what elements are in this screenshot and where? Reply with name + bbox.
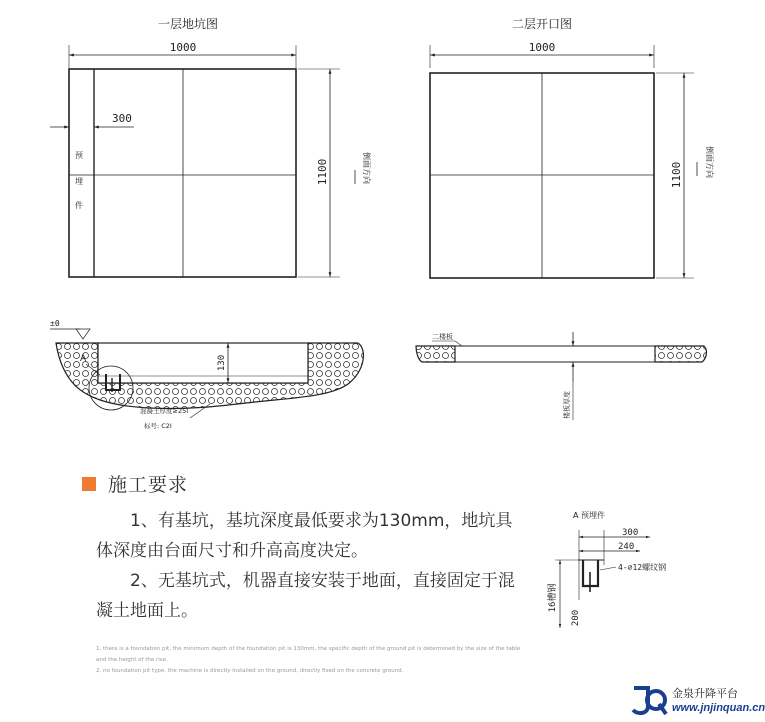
concrete-thickness-note: 混凝土厚度≥25I <box>140 407 189 415</box>
plan-first-title: 一层地坑图 <box>157 17 219 31</box>
section-header <box>82 470 188 497</box>
plan-first-height-dim: 1100 <box>316 158 329 186</box>
bolt-note: 4-⌀12螺纹钢 <box>618 563 667 572</box>
embedded-label-2: 埋 <box>75 177 83 186</box>
logo-name: 金泉升降平台 <box>672 687 738 700</box>
logo-url: www.jnjinquan.cn <box>672 702 765 714</box>
section-floor-opening <box>416 332 706 420</box>
channel-note: 16槽钢 <box>548 583 558 613</box>
plan-second-floor <box>430 17 715 278</box>
section-pit <box>50 319 363 430</box>
english-note-2: 2, no foundation pit type, the machine is directly installed on the ground, directly fixed on the concrete ground. <box>96 668 404 674</box>
english-notes <box>96 644 526 677</box>
section-accent-square <box>82 477 96 491</box>
section-title: 施工要求 <box>108 474 189 496</box>
detail-dim-200: 200 <box>571 609 581 627</box>
pit-depth-dim: 130 <box>217 354 227 372</box>
requirement-2: 2、无基坑式，机器直接安装于地面，直接固定于混凝土地面上。 <box>96 571 515 621</box>
detail-a-title: A 预埋件 <box>573 511 606 520</box>
floor-thickness-label: 楼板厚度 <box>563 391 571 419</box>
plan-first-width-dim: 1000 <box>169 41 197 54</box>
plan-first-side-note: 倒面方向 <box>362 152 371 184</box>
embedded-label-3: 件 <box>75 201 83 210</box>
embedded-label-1: 预 <box>75 151 83 160</box>
concrete-grade-note: 标号: C2I <box>144 422 172 430</box>
detail-dim-300: 300 <box>622 528 639 538</box>
plan-second-side-note: 倒面方向 <box>705 146 714 178</box>
detail-a-tag: A <box>80 354 87 364</box>
plan-first-offset-dim: 300 <box>112 112 132 125</box>
plan-first-floor <box>50 16 372 277</box>
english-note-1: 1, there is a foundation pit, the minimum depth of the foundation pit is 130mm, the specific depth of the ground pit is determined by the size of the table and the height of the rise. <box>96 646 521 663</box>
plan-second-title: 二层开口图 <box>511 17 573 31</box>
detail-a <box>546 510 666 628</box>
plan-second-height-dim: 1100 <box>670 161 683 189</box>
floor-slab-label: 二楼板 <box>432 333 453 341</box>
requirements-text <box>96 506 516 626</box>
detail-dim-240: 240 <box>618 542 635 552</box>
brand-logo <box>628 684 765 718</box>
zero-mark: ±0 <box>50 319 60 328</box>
logo-mark-icon <box>628 684 668 718</box>
plan-first-outline <box>69 69 296 277</box>
pit-void <box>98 343 308 383</box>
plan-second-width-dim: 1000 <box>528 41 556 54</box>
requirement-1: 1、有基坑，基坑深度最低要求为130mm，地坑具体深度由台面尺寸和升高高度决定。 <box>96 511 513 561</box>
